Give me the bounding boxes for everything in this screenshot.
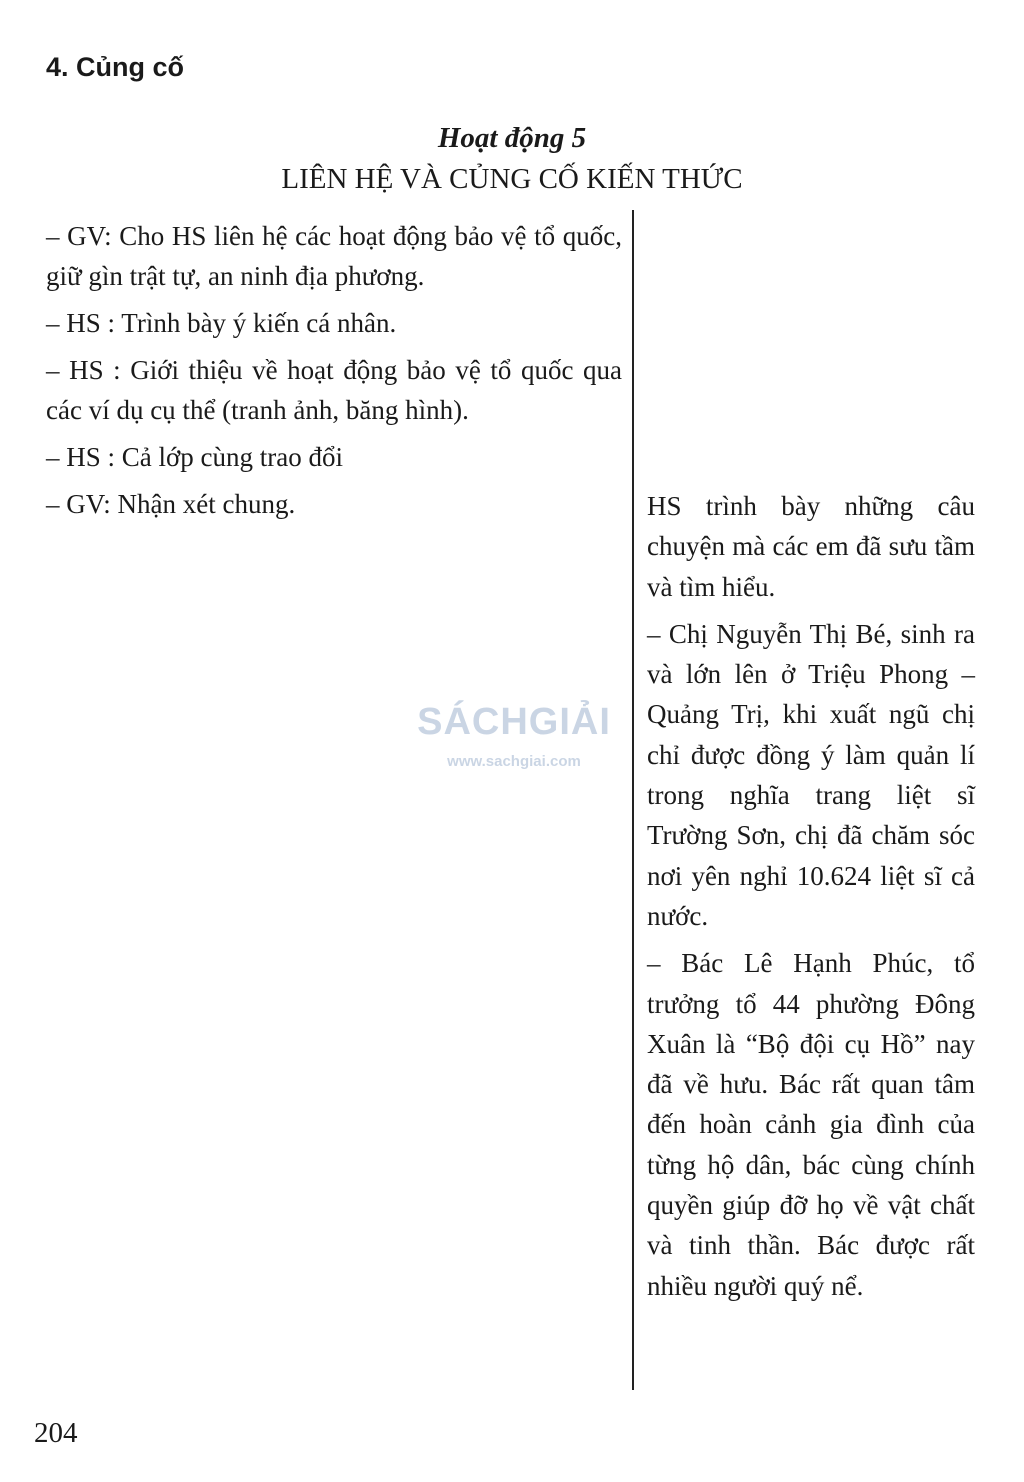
content-paragraph: HS trình bày những câu chuyện mà các em đã sưu tầm và tìm hiểu. xyxy=(647,491,975,602)
content-column xyxy=(647,486,975,1313)
activity-step: – GV: Cho HS liên hệ các hoạt động bảo vệ tổ quốc, giữ gìn trật tự, an ninh địa phương. xyxy=(46,221,622,291)
watermark-url: www.sachgiai.com xyxy=(447,753,581,770)
activity-step: – GV: Nhận xét chung. xyxy=(46,489,296,519)
activity-subtitle: LIÊN HỆ VÀ CỦNG CỐ KIẾN THỨC xyxy=(281,163,743,195)
column-divider xyxy=(632,210,634,1390)
activity-step: – HS : Cả lớp cùng trao đổi xyxy=(46,442,343,472)
watermark-logo: SÁCHGIẢI xyxy=(417,701,611,743)
content-paragraph: – Chị Nguyễn Thị Bé, sinh ra và lớn lên ở Triệu Phong – Quảng Trị, khi xuất ngũ chị chỉ được đồng ý làm quản lí trong nghĩa trang liệt sĩ Trường Sơn, chị đã chăm sóc nơi yên nghỉ 10.624 liệt sĩ cả nước. xyxy=(647,618,975,931)
section-heading: 4. Củng cố xyxy=(46,52,185,82)
activity-step: – HS : Giới thiệu về hoạt động bảo vệ tổ quốc qua các ví dụ cụ thể (tranh ảnh, băng hình). xyxy=(46,355,622,425)
teacher-student-activities xyxy=(46,216,622,531)
watermark xyxy=(412,692,616,792)
content-paragraph: – Bác Lê Hạnh Phúc, tổ trưởng tổ 44 phường Đông Xuân là “Bộ đội cụ Hồ” nay đã về hưu. Bác rất quan tâm đến hoàn cảnh gia đình của từng hộ dân, bác cùng chính quyền giúp đỡ họ về vật chất và tinh thần. Bác được rất nhiều người quý nể. xyxy=(647,948,975,1301)
page-number: 204 xyxy=(34,1417,78,1449)
activity-step: – HS : Trình bày ý kiến cá nhân. xyxy=(46,308,397,338)
activity-title: Hoạt động 5 xyxy=(437,122,587,154)
